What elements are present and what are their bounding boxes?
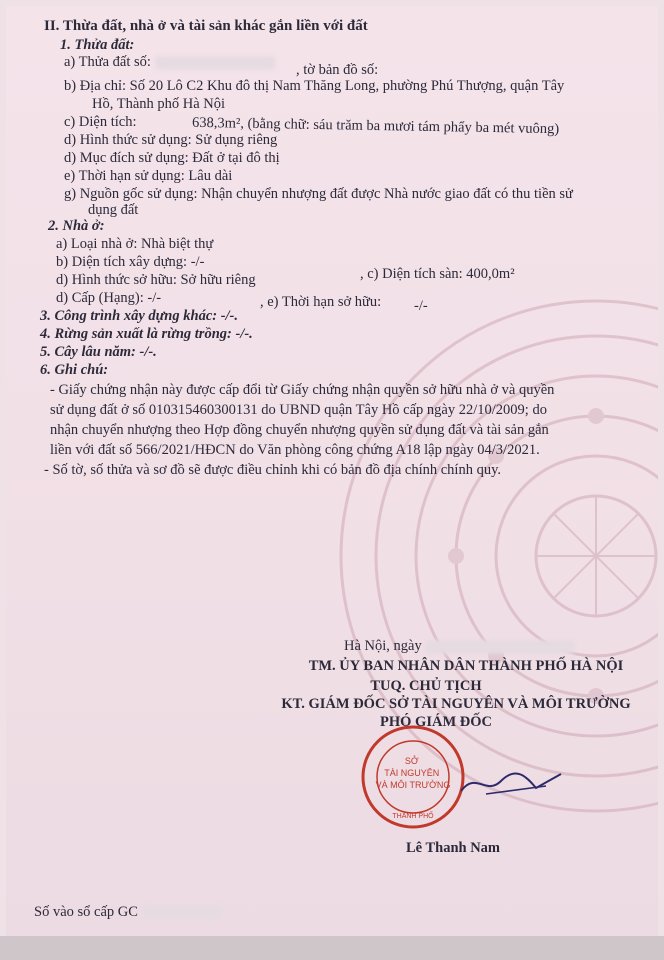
use-term: e) Thời hạn sử dụng: Lâu dài [64,168,233,184]
certificate-page [6,6,658,936]
area-value: 638,3m², (bằng chữ: sáu trăm ba mươi tám phẩy ba mét vuông) [191,114,560,138]
signature-authority: TUQ. CHỦ TỊCH [370,678,482,694]
perennial-trees: 5. Cây lâu năm: -/-. [40,344,157,360]
area-label: c) Diện tích: [64,114,137,130]
use-purpose: d) Mục đích sử dụng: Đất ở tại đô thị [64,150,280,166]
address-line-1: b) Địa chỉ: Số 20 Lô C2 Khu đô thị Nam Thăng Long, phường Phú Thượng, quận Tây [64,78,565,94]
handwritten-signature [456,766,566,806]
ownership-form: d) Hình thức sở hữu: Sở hữu riêng [56,272,256,288]
owner-term-label: , e) Thời hạn sở hữu: [260,294,382,310]
redacted-parcel [155,56,275,70]
use-form: d) Hình thức sử dụng: Sử dụng riêng [64,132,278,148]
build-area: b) Diện tích xây dựng: -/- [56,254,205,270]
house-heading: 2. Nhà ở: [48,218,105,234]
seal-city: THÀNH PHỐ [392,813,434,820]
note-line-3: nhận chuyển nhượng theo Hợp đồng chuyển nhượng quyền sử dụng đất và tài sản gắn [50,422,549,438]
note-line-4: liền với đất số 566/2021/HĐCN do Văn phòng công chứng A18 lập ngày 04/3/2021. [50,442,540,458]
house-grade: d) Cấp (Hạng): -/- [56,290,162,306]
redacted-date [425,640,575,654]
signature-title: PHÓ GIÁM ĐỐC [380,714,492,730]
official-seal [358,722,468,832]
parcel-number: a) Thửa đất số: [64,54,275,70]
map-sheet-label: , tờ bản đồ số: [296,62,379,78]
signer-name: Lê Thanh Nam [406,840,501,856]
section-title: II. Thừa đất, nhà ở và tài sản khác gắn liền với đất [44,18,368,34]
redacted-registry [142,906,222,920]
forest: 4. Rừng sản xuất là rừng trồng: -/-. [40,326,253,342]
notes-heading: 6. Ghi chú: [40,362,109,378]
seal-text: SỞ TÀI NGUYÊN VÀ MÔI TRƯỜNG [375,756,451,790]
note-line-2: sử dụng đất ở số 010315460300131 do UBND quận Tây Hồ cấp ngày 22/10/2009; do [50,402,547,418]
signature-department: KT. GIÁM ĐỐC SỞ TÀI NGUYÊN VÀ MÔI TRƯỜNG [281,696,631,712]
note-line-1: - Giấy chứng nhận này được cấp đổi từ Giấy chứng nhận quyền sở hữu nhà ở và quyền [50,382,555,398]
land-heading: 1. Thửa đất: [60,37,135,53]
note-line-5: - Số tờ, số thửa và sơ đồ sẽ được điều chỉnh khi có bản đồ địa chính chính quy. [44,462,501,478]
owner-term-value: -/- [414,298,428,314]
place-date: Hà Nội, ngày [344,638,575,654]
address-line-2: Hồ, Thành phố Hà Nội [92,96,226,112]
signature-org: TM. ỦY BAN NHÂN DÂN THÀNH PHỐ HÀ NỘI [308,658,624,674]
origin-line-2: dụng đất [88,202,139,218]
photo-background [0,936,664,960]
origin-line-1: g) Nguồn gốc sử dụng: Nhận chuyển nhượng đất được Nhà nước giao đất có thu tiền sử [64,186,573,202]
floor-area: , c) Diện tích sàn: 400,0m² [360,266,515,282]
other-works: 3. Công trình xây dựng khác: -/-. [40,308,239,324]
registry-number: Số vào sổ cấp GC [34,904,222,920]
house-type: a) Loại nhà ở: Nhà biệt thự [56,236,214,252]
